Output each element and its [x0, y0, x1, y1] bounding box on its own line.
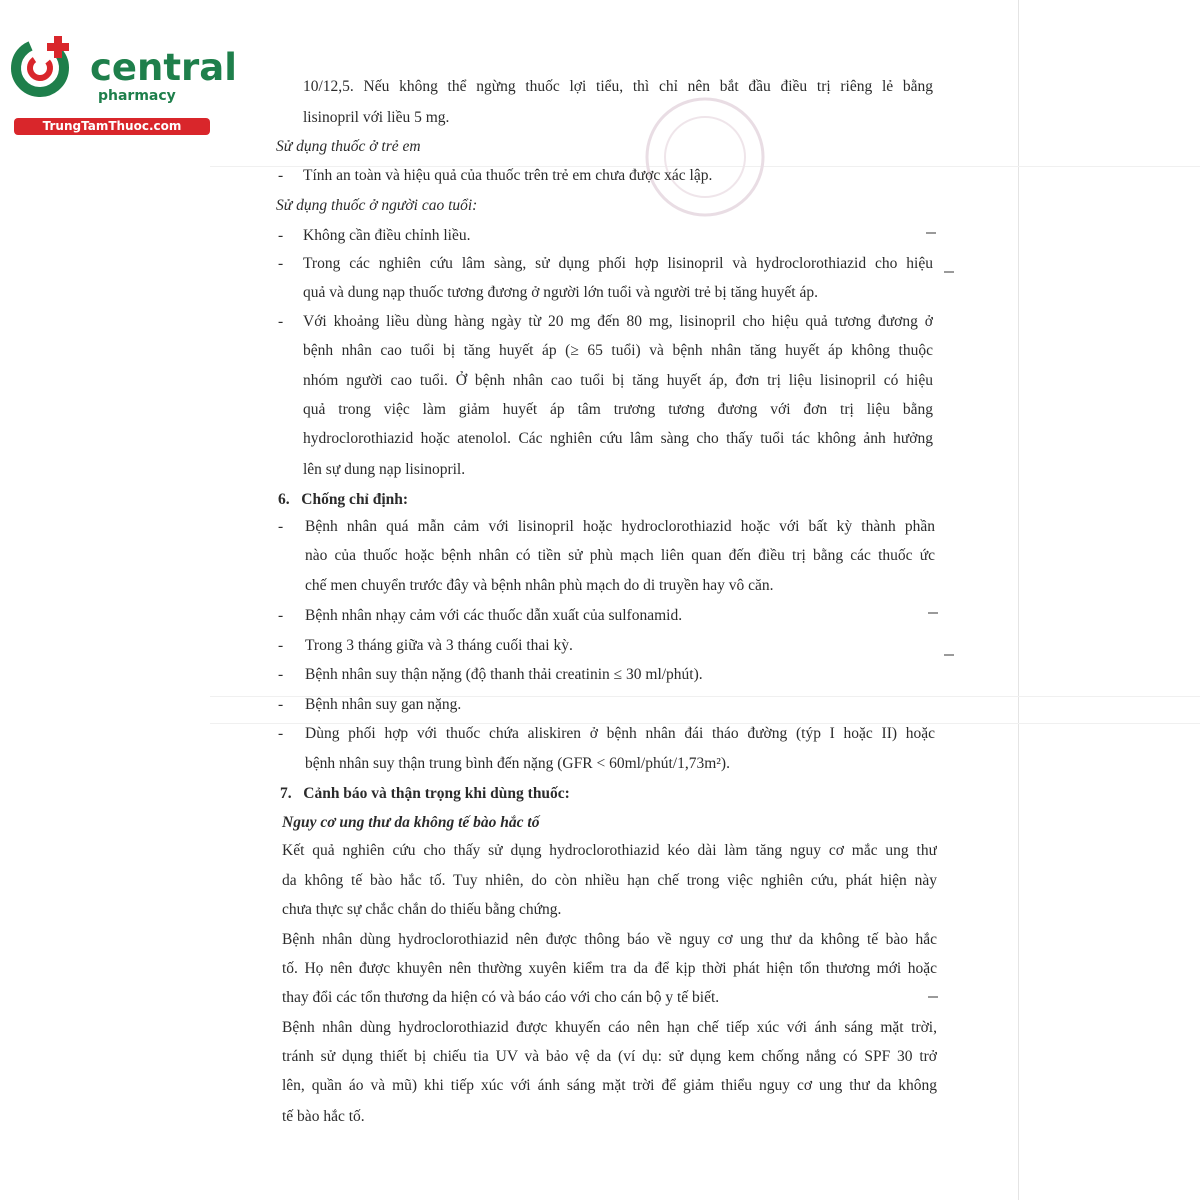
list-item-cont: hydroclorothiazid hoặc atenolol. Các nghiên cứu lâm sàng cho thấy tuổi tác không ảnh hưởng — [303, 430, 933, 447]
subheading: Sử dụng thuốc ở trẻ em — [276, 138, 421, 155]
bullet-dash: - — [278, 255, 284, 272]
section-heading: 7. Cảnh báo và thận trọng khi dùng thuốc: — [280, 785, 570, 802]
bullet-dash: - — [278, 518, 284, 535]
list-item: Trong các nghiên cứu lâm sàng, sử dụng phối hợp lisinopril và hydroclorothiazid cho hiệu — [303, 255, 933, 272]
list-item-cont: nhóm người cao tuổi. Ở bệnh nhân cao tuổi bị tăng huyết áp, đơn trị liệu lisinopril có hiệu — [303, 372, 933, 389]
list-item-cont: quả trong việc làm giảm huyết áp tâm trương tương đương với đơn trị liệu bằng — [303, 401, 933, 418]
body-line: tố. Họ nên được khuyên nên thường xuyên kiểm tra da để kịp thời phát hiện tổn thương mới hoặc — [282, 960, 937, 977]
list-item: Dùng phối hợp với thuốc chứa aliskiren ở bệnh nhân đái tháo đường (týp I hoặc II) hoặc — [305, 725, 935, 742]
body-line: Kết quả nghiên cứu cho thấy sử dụng hydroclorothiazid kéo dài làm tăng nguy cơ mắc ung thư — [282, 842, 937, 859]
bullet-dash: - — [278, 666, 284, 683]
subheading: Sử dụng thuốc ở người cao tuổi: — [276, 197, 478, 214]
body-line: da không tế bào hắc tố. Tuy nhiên, do còn nhiều hạn chế trong việc nghiên cứu, phát hiện này — [282, 872, 937, 889]
list-item-cont: quả và dung nạp thuốc tương đương ở người lớn tuổi và người trẻ bị tăng huyết áp. — [303, 284, 818, 301]
bullet-dash: - — [278, 227, 284, 244]
list-item: Bệnh nhân suy gan nặng. — [305, 696, 462, 713]
list-item: Bệnh nhân quá mẫn cảm với lisinopril hoặc hydroclorothiazid hoặc với bất kỳ thành phần — [305, 518, 935, 535]
body-line: Bệnh nhân dùng hydroclorothiazid được khuyến cáo nên hạn chế tiếp xúc với ánh sáng mặt trời, — [282, 1019, 937, 1036]
bullet-dash: - — [278, 607, 284, 624]
bullet-dash: - — [278, 725, 284, 742]
list-item: Trong 3 tháng giữa và 3 tháng cuối thai kỳ. — [305, 637, 573, 654]
list-item-cont: nào của thuốc hoặc bệnh nhân có tiền sử phù mạch liên quan đến điều trị bằng các thuốc ức — [305, 547, 935, 564]
list-item-cont: chế men chuyển trước đây và bệnh nhân phù mạch do di truyền hay vô căn. — [305, 577, 774, 594]
brand-subtitle: pharmacy — [98, 88, 176, 104]
body-line: chưa thực sự chắc chắn do thiếu bằng chứng. — [282, 901, 562, 918]
scan-mark — [928, 612, 938, 614]
scan-mark — [944, 654, 954, 656]
scan-mark — [944, 271, 954, 273]
list-item-cont: bệnh nhân suy thận trung bình đến nặng (GFR < 60ml/phút/1,73m²). — [305, 755, 730, 772]
brand-website: TrungTamThuoc.com — [14, 118, 210, 135]
body-line: tế bào hắc tố. — [282, 1108, 365, 1125]
list-item: Bệnh nhân suy thận nặng (độ thanh thải creatinin ≤ 30 ml/phút). — [305, 666, 703, 683]
body-line: lên, quần áo và mũ) khi tiếp xúc với ánh sáng mặt trời để giảm thiểu nguy cơ ung thư da không — [282, 1077, 937, 1094]
body-line: thay đổi các tổn thương da hiện có và báo cáo với cho cán bộ y tế biết. — [282, 989, 720, 1006]
bullet-dash: - — [278, 637, 284, 654]
brand-name: central — [90, 46, 237, 89]
list-item: Tính an toàn và hiệu quả của thuốc trên trẻ em chưa được xác lập. — [303, 167, 713, 184]
list-item: Bệnh nhân nhạy cảm với các thuốc dẫn xuất của sulfonamid. — [305, 607, 683, 624]
scan-mark — [928, 996, 938, 998]
body-line: 10/12,5. Nếu không thể ngừng thuốc lợi tiểu, thì chỉ nên bắt đầu điều trị riêng lẻ bằng — [303, 78, 933, 95]
bullet-dash: - — [278, 167, 284, 184]
list-item: Không cần điều chỉnh liều. — [303, 227, 471, 244]
body-line: tránh sử dụng thiết bị chiếu tia UV và bảo vệ da (ví dụ: sử dụng kem chống nắng có SPF 30 trở — [282, 1048, 937, 1065]
list-item: Với khoảng liều dùng hàng ngày từ 20 mg đến 80 mg, lisinopril cho hiệu quả tương đương ở — [303, 313, 933, 330]
bullet-dash: - — [278, 696, 284, 713]
body-line: Bệnh nhân dùng hydroclorothiazid nên được thông báo về nguy cơ ung thư da không tế bào hắc — [282, 931, 937, 948]
subheading: Nguy cơ ung thư da không tế bào hắc tố — [282, 814, 540, 831]
scan-mark — [926, 232, 936, 234]
bullet-dash: - — [278, 313, 284, 330]
body-line: lisinopril với liều 5 mg. — [303, 109, 450, 126]
section-heading: 6. Chống chỉ định: — [278, 491, 409, 508]
list-item-cont: bệnh nhân cao tuổi bị tăng huyết áp (≥ 65 tuổi) và bệnh nhân tăng huyết áp không thuộc — [303, 342, 933, 359]
list-item-cont: lên sự dung nạp lisinopril. — [303, 461, 466, 478]
